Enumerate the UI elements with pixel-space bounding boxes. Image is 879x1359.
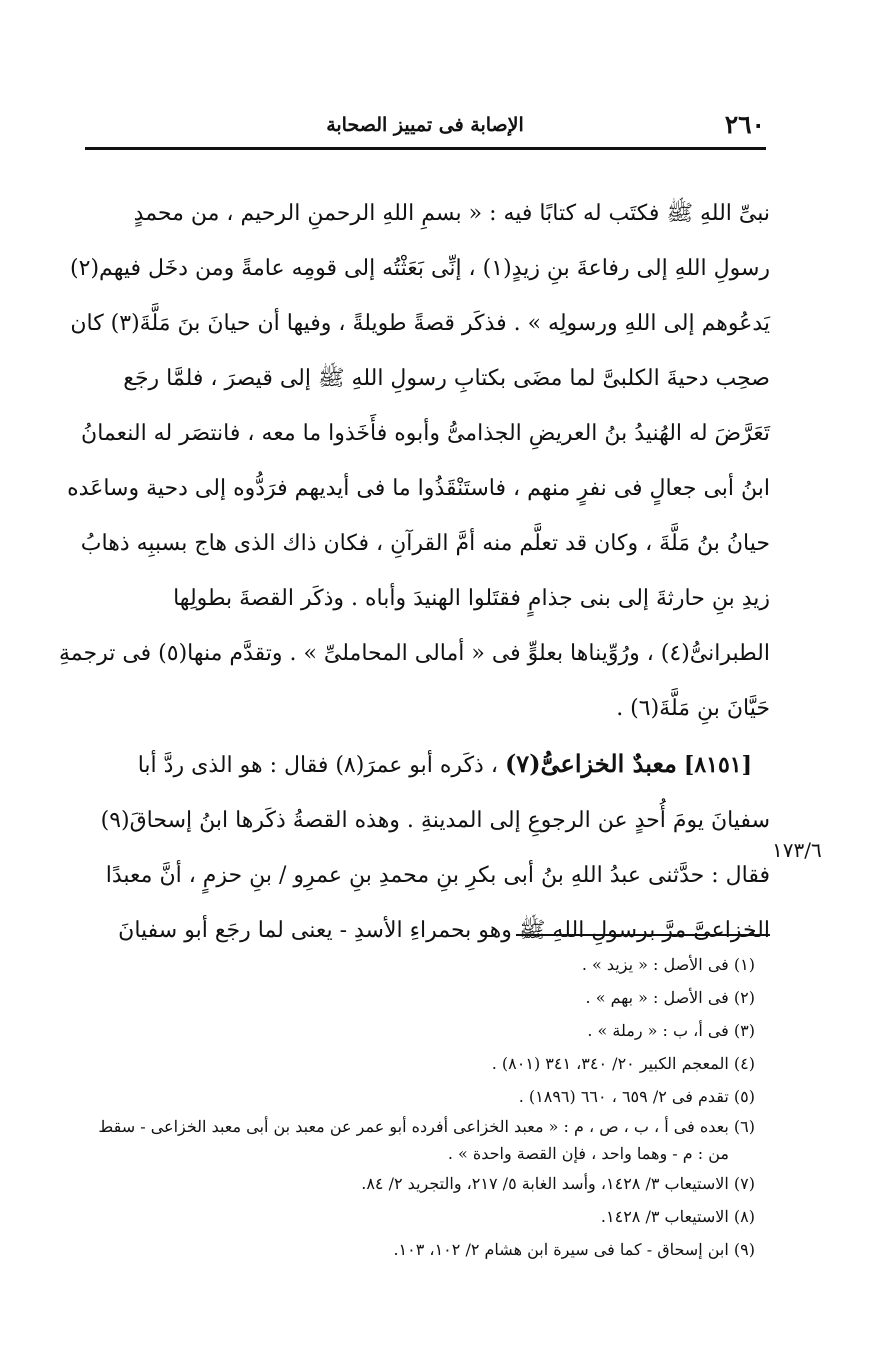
footnote: (٥) تقدم فى ٢/ ٦٥٩ ، ٦٦٠ (١٨٩٦) . [518,1087,755,1106]
text-line: صحِب دحيةَ الكلبىَّ لما مضَى بكتابِ رسولِ اللهِ ﷺ إلى قيصرَ ، فلمَّا رجَع [123,366,770,391]
header-rule [85,147,766,150]
footnote-separator [516,934,770,936]
footnote: (٨) الاستيعاب ٣/ ١٤٢٨. [600,1207,755,1226]
text-line: ابنُ أبى جعالٍ فى نفرٍ منهم ، فاستَنْقَذُوا ما فى أيديهم فرَدُّوه إلى دحية وساعَده [67,476,770,501]
text-line: رسولِ اللهِ إلى رفاعةَ بنِ زيدٍ(١) ، إنِّى بَعَثْتُه إلى قومِه عامةً ومن دخَل فيهم(٢) [70,256,770,281]
text-line: حيانُ بنُ مَلَّةَ ، وكان قد تعلَّم منه أمَّ القرآنِ ، فكان ذاك الذى هاج بسببِه ذهابُ [80,531,770,556]
footnotes [70,948,755,1266]
text-line: فقال : حدَّثنى عبدُ اللهِ بنُ أبى بكرِ بنِ محمدِ بنِ عمرِو / بنِ حزمٍ ، أنَّ معبدًا [105,863,770,888]
footnote: (٢) فى الأصل : « بهم » . [585,988,755,1007]
page-header [85,108,765,144]
text-line: زيدِ بنِ حارثةَ إلى بنى جذامٍ فقتَلوا الهنيدَ وأباه . وذكَر القصةَ بطولِها [173,586,770,611]
footnote: (٩) ابن إسحاق - كما فى سيرة ابن هشام ٢/ ١٠٢، ١٠٣. [393,1240,755,1259]
entry-heading-text: ، ذكَره أبو عمرَ(٨) فقال : هو الذى ردَّ أبا [137,753,498,778]
text-line: يَدعُوهم إلى اللهِ ورسولِه » . فذكَر قصةً طويلةً ، وفيها أن حيانَ بنَ مَلَّةَ(٣) كان [70,311,770,336]
text-line: الطبرانىُّ(٤) ، ورُوِّيناها بعلوٍّ فى « أمالى المحاملىِّ » . وتقدَّم منها(٥) فى ترجمةِ [58,641,770,666]
footnote-continuation: من : م - وهما واحد ، فإن القصة واحدة » . [447,1144,729,1163]
main-text [58,186,770,958]
footnote: (٧) الاستيعاب ٣/ ١٤٢٨، وأسد الغابة ٥/ ٢١٧، والتجريد ٢/ ٨٤. [361,1174,755,1193]
page-number: ٢٦٠ [724,110,765,139]
running-title: الإصابة فى تمييز الصحابة [326,114,524,136]
text-line: حَيَّانَ بنِ مَلَّةَ(٦) . [616,696,770,721]
footnote: (٦) بعده فى أ ، ب ، ص ، م : « معبد الخزاعى أفرده أبو عمر عن معبد بن أبى معبد الخزاعى - سقط [98,1117,755,1136]
margin-reference: ١٧٣/٦ [772,838,822,862]
text-line: الخزاعىَّ مرَّ برسولِ اللهِ ﷺ وهو بحمراءِ الأسدِ - يعنى لما رجَع أبو سفيانَ [118,918,770,943]
text-line: سفيانَ يومَ أُحدٍ عن الرجوعِ إلى المدينةِ . وهذه القصةُ ذكَرها ابنُ إسحاقَ(٩) [100,808,770,833]
text-line: تَعَرَّضَ له الهُنيدُ بنُ العريضِ الجذامىُّ وأبوه فأَخَذوا ما معه ، فانتصَر له النعمانُ [81,421,770,446]
text-line: نبىِّ اللهِ ﷺ فكتَب له كتابًا فيه : « بسمِ اللهِ الرحمنِ الرحيم ، من محمدٍ [133,201,770,226]
footnote: (٣) فى أ، ب : « رملة » . [587,1021,755,1040]
entry-name: معبدٌ الخزاعىُّ(٧) [504,749,677,778]
entry-heading-line [80,736,770,793]
entry-number: [٨١٥١] [683,752,752,778]
footnote: (١) فى الأصل : « يزيد » . [581,955,755,974]
footnote: (٤) المعجم الكبير ٢٠/ ٣٤٠، ٣٤١ (٨٠١) . [491,1054,755,1073]
